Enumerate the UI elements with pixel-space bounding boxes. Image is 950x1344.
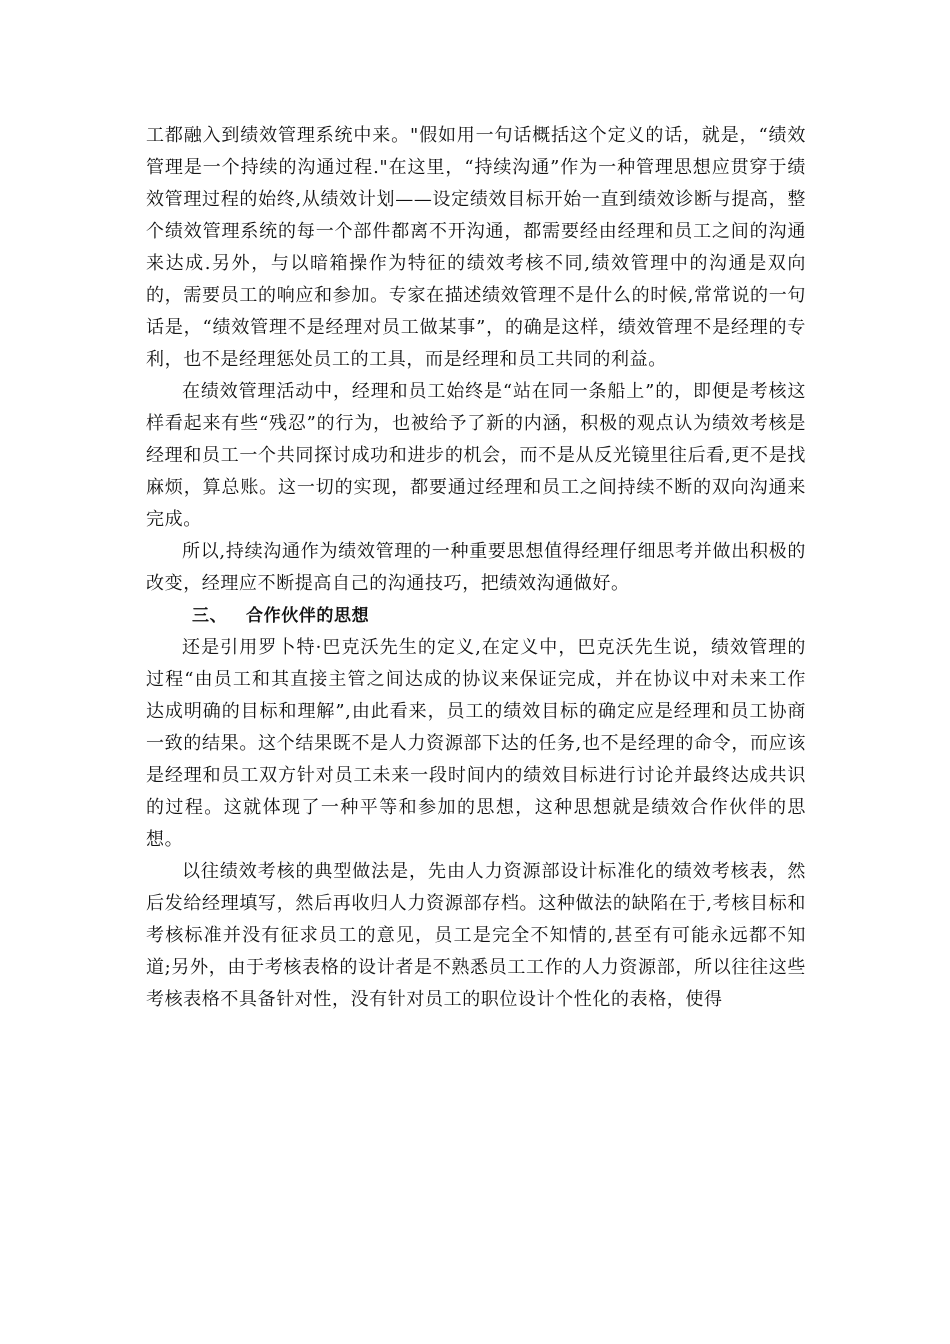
- document-page: [146, 120, 806, 1016]
- paragraph-1: 工都融入到绩效管理系统中来。"假如用一句话概括这个定义的话，就是，“绩效管理是一个持续的沟通过程."在这里，“持续沟通”作为一种管理思想应贯穿于绩效管理过程的始终,从绩效计划——设定绩效目标开始一直到绩效诊断与提高，整个绩效管理系统的每一个部件都离不开沟通，都需要经由经理和员工之间的沟通来达成.另外，与以暗箱操作为特征的绩效考核不同,绩效管理中的沟通是双向的，需要员工的响应和参加。专家在描述绩效管理不是什么的时候,常常说的一句话是，“绩效管理不是经理对员工做某事”，的确是这样，绩效管理不是经理的专利，也不是经理惩处员工的工具，而是经理和员工共同的利益。: [146, 125, 806, 370]
- paragraph-2: 在绩效管理活动中，经理和员工始终是“站在同一条船上”的，即便是考核这样看起来有些“残忍”的行为，也被给予了新的内涵，积极的观点认为绩效考核是经理和员工一个共同探讨成功和进步的机会，而不是从反光镜里往后看,更不是找麻烦，算总账。这一切的实现，都要通过经理和员工之间持续不断的双向沟通来完成。: [146, 381, 806, 530]
- section-title: 合作伙伴的思想: [246, 606, 370, 626]
- paragraph-3: 所以,持续沟通作为绩效管理的一种重要思想值得经理仔细思考并做出积极的改变，经理应不断提高自己的沟通技巧，把绩效沟通做好。: [146, 541, 806, 594]
- paragraph-4: 还是引用罗卜特·巴克沃先生的定义,在定义中，巴克沃先生说，绩效管理的过程“由员工和其直接主管之间达成的协议来保证完成，并在协议中对未来工作达成明确的目标和理解”,由此看来，员工的绩效目标的确定应是经理和员工协商一致的结果。这个结果既不是人力资源部下达的任务,也不是经理的命令，而应该是经理和员工双方针对员工未来一段时间内的绩效目标进行讨论并最终达成共识的过程。这就体现了一种平等和参加的思想，这种思想就是绩效合作伙伴的思想。: [146, 637, 806, 850]
- section-number: 三、: [192, 606, 228, 626]
- paragraph-5: 以往绩效考核的典型做法是，先由人力资源部设计标准化的绩效考核表，然后发给经理填写，然后再收归人力资源部存档。这种做法的缺陷在于,考核目标和考核标准并没有征求员工的意见，员工是完全不知情的,甚至有可能永远都不知道;另外，由于考核表格的设计者是不熟悉员工工作的人力资源部，所以往往这些考核表格不具备针对性，没有针对员工的职位设计个性化的表格，使得: [146, 861, 806, 1010]
- section-heading: [146, 600, 806, 632]
